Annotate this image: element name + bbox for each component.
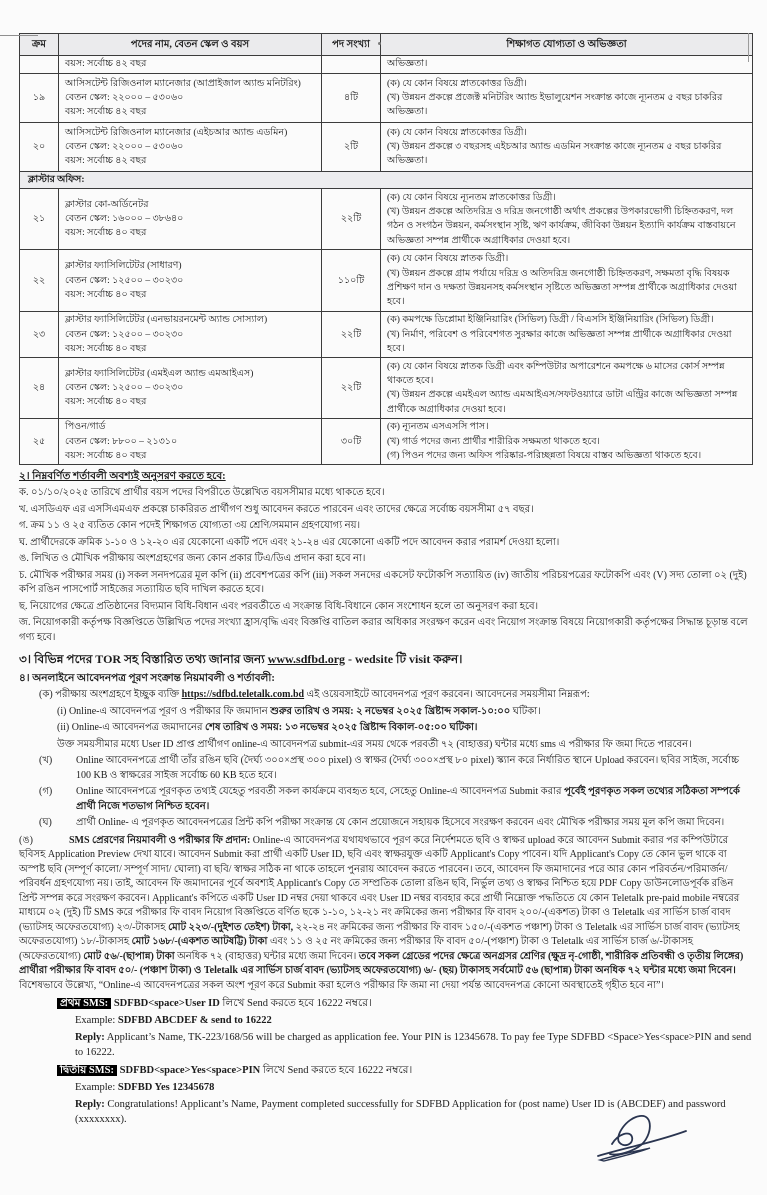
- post-name-line: বেতন স্কেল: ২২০০০ – ৫৩০৬০: [65, 141, 184, 152]
- rule-item-ga: [19, 785, 753, 814]
- qualification-line: (গ) পিওন পদের জন্য অফিস পরিষ্কার-পরিচ্ছন্নতা বিষয়ে বাস্তব অভিজ্ঞতা থাকতে হবে।: [387, 450, 702, 461]
- text-segment: Online-এ আবেদনপত্র যথাযথভাবে পূরণ করে নির্দেশমতে ছবি ও স্বাক্ষর upload করে আবেদন Submit করার পর কম্পিউটারে ছবিসহ Application Preview দেখা যাবে। আবেদন Submit করা প্রার্থী একটি User ID, ছবি এবং স্বাক্ষরযুক্ত একটি Applicant's Copy পাবেন। যদি Applicant's Copy তে কোন ভুল থাকে বা অস্পষ্ট ছবি (সম্পূর্ণ কালো/ সম্পূর্ণ সাদা/ ঘোলা) বা ছবি/ স্বাক্ষর সঠিক না থাকে তাহলে পুনরায় আবেদন করতে পারবেন। তবে, আবেদন ফি জমাদানের পরে আর কোন পরিবর্তন/পরিমার্জন/পরিবর্ধন গ্রহণযোগ্য নয়। তাই, আবেদন ফি জমাদানের পূর্বে অবশ্যই Applicant's Copy তে সম্প্রতিক তোলা রঙিন ছবি, নির্ভুল তথ্য ও স্বাক্ষর নিশ্চিত হয়ে PDF Copy ডাউনলোডপূর্বক রঙিন প্রিন্ট সম্পন্ন করে সংরক্ষণ করবেন। Applicant's কপিতে একটি User ID নম্বর দেয়া থাকবে এবং User ID নম্বর ব্যবহার করে প্রার্থী নিম্নোক্ত পদ্ধতিতে যে কোন Teletalk pre-paid mobile নম্বরের মাধ্যমে ০২ (দুই) টি SMS করে পরীক্ষার ফি বাবদ নিয়োগ বিজ্ঞপ্তিতে বর্ণিত ছকে ১-১০, ১২-২১ নং ক্রমিকের জন্য পরীক্ষার ফি বাবদ ২০০/-(একশত) টাকা ও Teletalk এর সার্ভিস চার্জ বাবদ (ভ্যাটসহ অফেরতযোগ্য) ২৩/-টাকাসহ: [19, 834, 740, 933]
- post-name-line: ক্লাস্টার ফ্যাসিলিটেটর (এনভায়রনমেন্ট অ্যান্ড সোস্যাল): [65, 315, 268, 326]
- post-name-line: বয়স: সর্বোচ্চ ৪০ বছর: [65, 450, 147, 461]
- table-row: [20, 123, 753, 172]
- rule-item-label: (গ): [39, 786, 53, 797]
- scan-artifact-line: [0, 35, 38, 36]
- table-header-row: [20, 34, 753, 56]
- rule-item-note: উক্ত সময়সীমার মধ্যে User ID প্রাপ্ত প্রার্থীগণ online-এ আবেদনপত্র submit-এর সময় থেকে পরবর্তী ৭২ (বাহাত্তর) ঘন্টার মধ্যে sms এ পরীক্ষার ফি জমা দিতে পারবেন।: [57, 738, 692, 750]
- table-row: [20, 189, 753, 250]
- rule-item-gha: [19, 816, 753, 831]
- rule-item-label: (ঘ): [39, 817, 52, 828]
- post-name-line: ক্লাস্টার ফ্যাসিলিটেটর (এমইএল অ্যান্ড এমআইএস): [65, 368, 254, 379]
- post-name-cell: [59, 123, 322, 172]
- rule-item-text: Online আবেদনপত্রে প্রার্থী তাঁর রঙিন ছবি (দৈর্ঘ্য ৩০০×প্রস্থ ৩০০ pixel) ও স্বাক্ষর (দৈর্ঘ্য ৩০০×প্রস্থ ৮০ pixel) স্ক্যান করে নির্ধারিত স্থানে Upload করবেন। ছবির সাইজ, সর্বোচ্চ 100 KB ও স্বাক্ষরের সাইজ সর্বোচ্চ 60 KB হতে হবে।: [76, 755, 740, 781]
- text-segment: শেষ তারিখ ও সময়: ১৩ নভেম্বর ২০২৫ খ্রিষ্টাব্দ বিকাল-০৫:০০ ঘটিকা।: [205, 722, 478, 733]
- serial-cell: ২৪: [20, 358, 59, 419]
- text-segment: মোট ৫৬/-(ছাপান্ন) টাকা: [83, 950, 175, 962]
- qualification-line: (ক) যে কোন বিষয়ে স্নাতকোত্তর ডিগ্রী।: [387, 78, 527, 89]
- qualification-cell: [381, 189, 753, 250]
- text-segment: বিশেষভাবে উল্লেখ্য, “Online-এ আবেদনপত্রের সকল অংশ পূরণ করে Submit করা হলেও পরীক্ষার ফি জমা না দেয়া পর্যন্ত আবেদনপত্র কোনো অবস্থাতেই গৃহীত হবে না”।: [19, 979, 665, 991]
- qualification-line: (খ) গার্ড পদের জন্য প্রার্থীর শারীরিক সক্ষমতা থাকতে হবে।: [387, 436, 600, 447]
- post-name-line: বয়স: সর্বোচ্চ ৪২ বছর: [65, 59, 147, 70]
- qualification-line: অভিজ্ঞতা।: [387, 59, 428, 70]
- second-sms-example: [75, 1080, 753, 1095]
- terms-heading: ২। নিম্নবর্ণিত শর্তাবলী অবশ্যই অনুসরণ করতে হবে:: [19, 471, 226, 482]
- post-count-cell: ২টি: [322, 123, 381, 172]
- post-count-cell: ২২টি: [322, 358, 381, 419]
- term-item: গ. ক্রম ১১ ও ২৫ ব্যতিত কোন পদেই শিক্ষাগত যোগ্যতা ৩য় শ্রেণি/সমমান গ্রহণযোগ্য নয়।: [19, 520, 361, 531]
- post-name-line: বেতন স্কেল: ১৬০০০ – ৩৮৬৪০: [65, 214, 184, 225]
- term-item: খ. এসডিএফ এর এসসিএমএফ প্রকল্পে চাকরিরত প্রার্থীগণ শুধু আবেদন করতে পারবেন এবং তাদের ক্ষেত্রে সর্বোচ্চ বয়সসীমা ৫৭ বছর।: [19, 503, 534, 515]
- qualification-line: (খ) উন্নয়ন প্রকল্পে গ্রাম পর্যায়ে দরিদ্র ও অতিদরিদ্র জনগোষ্ঠী চিহ্নিতকরণ, সক্ষমতা বৃদ্ধি বিষয়ক প্রশিক্ষণ দান ও দক্ষতা উন্নয়নসহ কর্মসংস্থান সৃষ্টিতে অভিজ্ঞতা সম্পন্ন প্রার্থীকে অগ্রাধিকার দেওয়া হবে।: [387, 268, 737, 307]
- post-name-line: বেতন স্কেল: ২২০০০ – ৫৩০৬০: [65, 92, 184, 103]
- text-segment: Example:: [75, 1082, 118, 1093]
- text-segment: - wedsite টি visit করুন।: [345, 652, 463, 666]
- text-segment: শুরুর তারিখ ও সময়: ২ নভেম্বর ২০২৫ খ্রিষ্টাব্দ সকাল-১০:০০: [270, 705, 511, 717]
- table-row: [20, 56, 753, 74]
- qualification-cell: [381, 358, 753, 419]
- text-segment: (ক) পরীক্ষায় অংশগ্রহণে ইচ্ছুক ব্যক্তি: [39, 689, 182, 700]
- table-section-label: ক্লাস্টার অফিস:: [20, 172, 753, 189]
- qualification-line: (ক) ন্যূনতম এসএসসি পাস।: [387, 422, 489, 433]
- text-segment: SDFBD<space>User ID: [113, 998, 220, 1009]
- text-segment: অনধিক ৭২ (বাহাত্তর) ঘন্টার মধ্যে জমা দিবেন।: [174, 950, 359, 962]
- post-count-cell: [322, 56, 381, 74]
- table-row: [20, 250, 753, 312]
- term-item: ছ. নিয়োগের ক্ষেত্রে প্রতিষ্ঠানের বিদ্যমান বিধি-বিধান এবং পরবর্তীতে এ সংক্রান্ত বিধি-বিধানে কোন সংশোধন হলে তা অনুসরণ করা হবে।: [19, 600, 539, 612]
- rule-item-text: প্রার্থী Online- এ পূরণকৃত আবেদনপত্রের প্রিন্ট কপি পরীক্ষা সংক্রান্ত যে কোন প্রয়োজনে সহায়ক হিসেবে সংরক্ষণ করবেন এবং মৌখিক পরীক্ষার সময় মূল কপি জমা দিবেন।: [76, 817, 725, 828]
- qualification-cell: [381, 419, 753, 465]
- post-name-line: বেতন স্কেল: ১২৫০০ – ৩০২৩০: [65, 383, 184, 394]
- rule-item-i: [19, 705, 753, 720]
- term-item: জ. নিয়োগকারী কর্তৃপক্ষ বিজ্ঞপ্তিতে উল্লিখিত পদের সংখ্যা হ্রাস/বৃদ্ধি এবং বিজ্ঞপ্তি বাতিল করার অধিকার সংরক্ষণ করেন এবং নিয়োগ সংক্রান্ত বিষয়ে নিয়োগকারী কর্তৃপক্ষের সিদ্ধান্ত চূড়ান্ত বলে গণ্য হবে।: [19, 617, 748, 643]
- scan-artifact-speck: [378, 42, 381, 45]
- text-segment: লিখে Send করতে হবে 16222 নম্বরে।: [260, 1065, 413, 1076]
- post-name-cell: [59, 250, 322, 312]
- serial-cell: ২০: [20, 123, 59, 172]
- post-name-line: ক্লাস্টার কো-অর্ডিনেটর: [65, 199, 149, 210]
- rule-item-label: (খ): [39, 755, 53, 766]
- serial-cell: ২৫: [20, 419, 59, 465]
- table-section-row: [20, 172, 753, 189]
- rule-item-uno-sms-fee-paragraph: [19, 834, 753, 994]
- rule-item-text: [76, 786, 740, 812]
- qualification-cell: [381, 250, 753, 312]
- post-name-line: বয়স: সর্বোচ্চ ৪২ বছর: [65, 107, 147, 118]
- post-name-cell: [59, 358, 322, 419]
- term-item: ঙ. লিখিত ও মৌখিক পরীক্ষায় অংশগ্রহণের জন্য কোন প্রকার টিএ/ডিএ প্রদান করা হবে না।: [19, 553, 366, 564]
- text-segment: SDFBD ABCDEF & send to 16222: [117, 1015, 272, 1026]
- qualification-cell: [381, 74, 753, 123]
- post-count-cell: ৩০টি: [322, 419, 381, 465]
- serial-cell: [20, 56, 59, 74]
- online-rules-heading: ৪। অনলাইনে আবেদনপত্র পূরণ সংক্রান্ত নিয়মাবলী ও শর্তাবলী:: [19, 673, 275, 684]
- first-sms-example: [75, 1013, 753, 1028]
- qualification-line: (ক) কমপক্ষে ডিপ্লোমা ইঞ্জিনিয়ারিং (সিভিল) ডিগ্রী / বিএসসি ইঞ্জিনিয়ারিং (সিভিল) ডিগ্রী।: [387, 315, 714, 326]
- post-count-cell: ৪টি: [322, 74, 381, 123]
- post-name-cell: [59, 419, 322, 465]
- post-name-cell: [59, 74, 322, 123]
- qualification-line: (খ) উন্নয়ন প্রকল্পে এমইএল অ্যান্ড এমআইএস/সফটওয়্যারে ডাটা এন্ট্রির কাজে অভিজ্ঞতা সম্পন্ন প্রার্থীকে অগ্রাধিকার দেওয়া হবে।: [387, 390, 738, 415]
- post-name-line: বেতন স্কেল: ১২৫০০ – ৩০২৩০: [65, 275, 184, 286]
- table-row: [20, 312, 753, 358]
- text-segment: মোট ২২৩/-(দুইশত তেইশ) টাকা,: [168, 921, 294, 933]
- serial-cell: ২৩: [20, 312, 59, 358]
- text-segment: এবং ১১ ও ২৫ নং ক্রমিকের জন্য পরীক্ষার ফি বাবদ ৫০/-(পঞ্চাশ) টাকা ও Teletalk এর সার্ভিস চার্জ ৬/-টাকাসহ (অফেরতযোগ্য): [19, 936, 693, 962]
- post-name-line: বেতন স্কেল: ১২৫০০ – ৩০২৩০: [65, 329, 184, 340]
- term-item: ঘ. প্রার্থীদেরকে ক্রমিক ১-১০ ও ১২-২০ এর যেকোনো একটি পদে এবং ২১-২৪ এর যেকোনো একটি পদে আবেদন করার পরামর্শ দেওয়া হলো।: [19, 536, 560, 548]
- header-qualification: শিক্ষাগত যোগ্যতা ও অভিজ্ঞতা: [381, 34, 753, 56]
- term-item: চ. মৌখিক পরীক্ষার সময় (i) সকল সনদপত্রের মূল কপি (ii) প্রবেশপত্রের কপি (iii) সকল সনদের একসেট ফটোকপি সত্যায়িত (iv) জাতীয় পরিচয়পত্রের ফটোকপি এবং (V) সদ্য তোলা ০২ (দুই) কপি রঙিন পাসপোর্ট সাইজের সত্যায়িত ছবি দাখিল করতে হবে।: [19, 569, 747, 595]
- text-segment: SDFBD<space>Yes<space>PIN: [119, 1065, 261, 1076]
- table-row: [20, 74, 753, 123]
- scan-artifact-line: [748, 33, 749, 62]
- text-segment: এই ওয়েবসাইটে আবেদনপত্র পূরণ করবেন। আবেদনের সময়সীমা নিম্নরূপ:: [304, 689, 590, 700]
- qualification-cell: [381, 56, 753, 74]
- text-segment: লিখে Send করতে হবে 16222 নম্বরে।: [219, 998, 372, 1009]
- text-segment: SMS প্রেরণের নিয়মাবলী ও পরীক্ষার ফি প্রদান:: [69, 834, 253, 846]
- post-name-cell: [59, 312, 322, 358]
- text-segment: (ii) Online-এ আবেদনপত্র জমাদানের: [57, 722, 206, 733]
- text-segment: (ঙ): [19, 834, 33, 846]
- text-segment: Congratulations! Applicant’s Name, Payment completed successfully for SDFBD Application for (post name) User ID is (ABCDEF) and password (xxxxxxxx).: [75, 1099, 726, 1125]
- rule-item-kha: [19, 754, 753, 783]
- qualification-line: (ক) যে কোন বিষয়ে স্নাতক ডিগ্রী।: [387, 254, 509, 265]
- post-name-line: বেতন স্কেল: ৮৮০০ – ২১৩১০: [65, 436, 178, 447]
- text-segment: ঘটিকা।: [510, 705, 541, 717]
- text-segment: Reply:: [75, 1032, 105, 1043]
- text-segment: ৩। বিভিন্ন পদের TOR সহ বিস্তারিত তথ্য জানার জন্য: [19, 652, 268, 666]
- serial-cell: ১৯: [20, 74, 59, 123]
- first-sms-reply: [75, 1030, 753, 1060]
- table-row: [20, 419, 753, 465]
- qualification-line: (খ) উন্নয়ন প্রকল্পে ৩ বছরসহ এইচআর অ্যান্ড এডমিন সংক্রান্ত কাজে ন্যূনতম ৫ বছর চাকরির অভিজ্ঞতা।: [387, 141, 722, 167]
- text-segment: Reply:: [75, 1099, 105, 1110]
- serial-cell: ২১: [20, 189, 59, 250]
- text-segment: (i) Online-এ আবেদনপত্র পূরণ ও পরীক্ষার ফি জমাদান: [57, 705, 271, 717]
- qualification-line: (ক) যে কোন বিষয়ে স্নাতক ডিগ্রী এবং কম্পিউটার অপারেশনে কমপক্ষে ৬ মাসের কোর্স সম্পন্ন থাকতে হবে।: [387, 361, 725, 386]
- table-row: [20, 358, 753, 419]
- post-name-line: বয়স: সর্বোচ্চ ৪২ বছর: [65, 156, 147, 167]
- post-name-line: বয়স: সর্বোচ্চ ৪০ বছর: [65, 343, 147, 354]
- link-text[interactable]: www.sdfbd.org: [267, 652, 346, 666]
- text-segment: Applicant’s Name, TK-223/168/56 will be charged as application fee. Your PIN is 12345678. To pay fee Type SDFBD <Space>Yes<space>PIN and send to 16222.: [75, 1032, 752, 1058]
- header-post-name: পদের নাম, বেতন স্কেল ও বয়স: [59, 34, 322, 56]
- post-count-cell: ২২টি: [322, 189, 381, 250]
- term-item: ক. ০১/১০/২০২৫ তারিখে প্রার্থীর বয়স পদের বিপরীতে উল্লেখিত বয়সসীমার মধ্যে থাকতে হবে।: [19, 487, 385, 498]
- first-sms-line: [57, 996, 753, 1011]
- post-name-line: ক্লাস্টার ফ্যাসিলিটেটর (সাধারণ): [65, 261, 182, 272]
- positions-table: [19, 33, 753, 465]
- qualification-line: (ক) যে কোন বিষয়ে স্নাতকোত্তর ডিগ্রী।: [387, 127, 527, 138]
- scanned-job-circular-page: [0, 33, 767, 1195]
- post-name-line: পিওন/গার্ড: [65, 422, 106, 433]
- rule-item-ka: [19, 688, 753, 703]
- post-name-line: বয়স: সর্বোচ্চ ৪০ বছর: [65, 289, 147, 300]
- post-name-cell: [59, 189, 322, 250]
- text-segment: তবে সকল গ্রেডের পদের ক্ষেত্রে অনগ্রসর শ্রেণির (ক্ষুদ্র নৃ-গোষ্ঠী, শারীরিক প্রতিবন্ধী ও তৃতীয় লিঙ্গের) প্রার্থীরা পরীক্ষার ফি বাবদ ৫০/- (পঞ্চাশ টাকা) ও Teletalk এর সার্ভিস চার্জ বাবদ (ভ্যাটসহ অফেরতযোগ্য) ৬/- (ছয়) টাকাসহ সর্বমোট ৫৬ (ছাপান্ন) টাকা অনধিক ৭২ ঘন্টার মধ্যে জমা দিবেন।: [19, 950, 744, 976]
- sms-label: দ্বিতীয় SMS:: [57, 1065, 117, 1076]
- header-post-count: পদ সংখ্যা: [322, 34, 381, 56]
- text-segment: ২২-২৪ নং ক্রমিকের জন্য পরীক্ষার ফি বাবদ ১৫০/-(একশত পঞ্চাশ) টাকা ও Teletalk এর সার্ভিস চার্জ বাবদ (ভ্যাটসহ অফেরতযোগ্য) ১৮/-টাকাসহ: [19, 921, 740, 947]
- post-count-cell: ২২টি: [322, 312, 381, 358]
- website-info-line: [19, 651, 753, 667]
- post-name-line: আসিসটেন্ট রিজিওনাল ম্যানেজার (আপ্রাইজাল অ্যান্ড মনিটরিং): [65, 78, 301, 89]
- link-text[interactable]: https://sdfbd.teletalk.com.bd: [181, 689, 305, 700]
- rule-item-ii: [19, 721, 753, 736]
- qualification-cell: [381, 123, 753, 172]
- qualification-line: (খ) উন্নয়ন প্রকল্পে প্রজেক্ট মনিটরিং অ্যান্ড ইভালুয়েশন সংক্রান্ত কাজে ন্যূনতম ৫ বছর চাকরির অভিজ্ঞতা।: [387, 92, 723, 118]
- post-name-cell: [59, 56, 322, 74]
- post-name-line: আসিসটেন্ট রিজিওনাল ম্যানেজার (এইচআর অ্যান্ড এডমিন): [65, 127, 288, 138]
- text-segment: Example:: [75, 1015, 118, 1026]
- qualification-line: (খ) নির্মাণ, পরিবেশ ও পরিবেশগত সুরক্ষার কাজে অভিজ্ঞতা সম্পন্ন প্রার্থীকে অগ্রাধিকার দেওয়া হবে।: [387, 329, 732, 354]
- sms-label: প্রথম SMS:: [57, 998, 111, 1009]
- signature-scribble: [590, 1108, 720, 1170]
- qualification-cell: [381, 312, 753, 358]
- serial-cell: ২২: [20, 250, 59, 312]
- text-segment: SDFBD Yes 12345678: [117, 1082, 215, 1093]
- text-segment: Online আবেদনপত্রে পূরণকৃত তথ্যই যেহেতু পরবর্তী সকল কার্যক্রমে ব্যবহৃত হবে, সেহেতু Online-এ আবেদনপত্র Submit করার: [76, 786, 565, 797]
- qualification-line: (ক) যে কোন বিষয়ে ন্যূনতম স্নাতকোত্তর ডিগ্রী।: [387, 192, 556, 203]
- text-segment: মোট ১৬৮/-(একশত আটষট্টি) টাকা: [131, 936, 268, 947]
- second-sms-line: [57, 1063, 753, 1078]
- text-segment: পূর্বেই পূরণকৃত সকল তথ্যের সঠিকতা সম্পর্কে প্রার্থী নিজে শতভাগ নিশ্চিত হবেন।: [76, 786, 740, 812]
- post-name-line: বয়স: সর্বোচ্চ ৪০ বছর: [65, 397, 147, 408]
- post-name-line: বয়স: সর্বোচ্চ ৪০ বছর: [65, 228, 147, 239]
- post-count-cell: ১১০টি: [322, 250, 381, 312]
- header-serial: ক্রম: [20, 34, 59, 56]
- qualification-line: (খ) উন্নয়ন প্রকল্পে অতিদরিদ্র ও দরিদ্র জনগোষ্ঠী অর্থাৎ প্রকল্পের উপকারভোগী চিহ্নিতকরণ, দল গঠন ও সংগঠন উন্নয়ন, কর্মসংস্থান সৃষ্টি, ঋণ কার্যক্রম, জীবিকা উন্নয়ন ইত্যাদি কার্যক্রম বাস্তবায়নে অভিজ্ঞতা সম্পন্ন প্রার্থীকে অগ্রাধিকার দেওয়া হবে।: [387, 207, 736, 246]
